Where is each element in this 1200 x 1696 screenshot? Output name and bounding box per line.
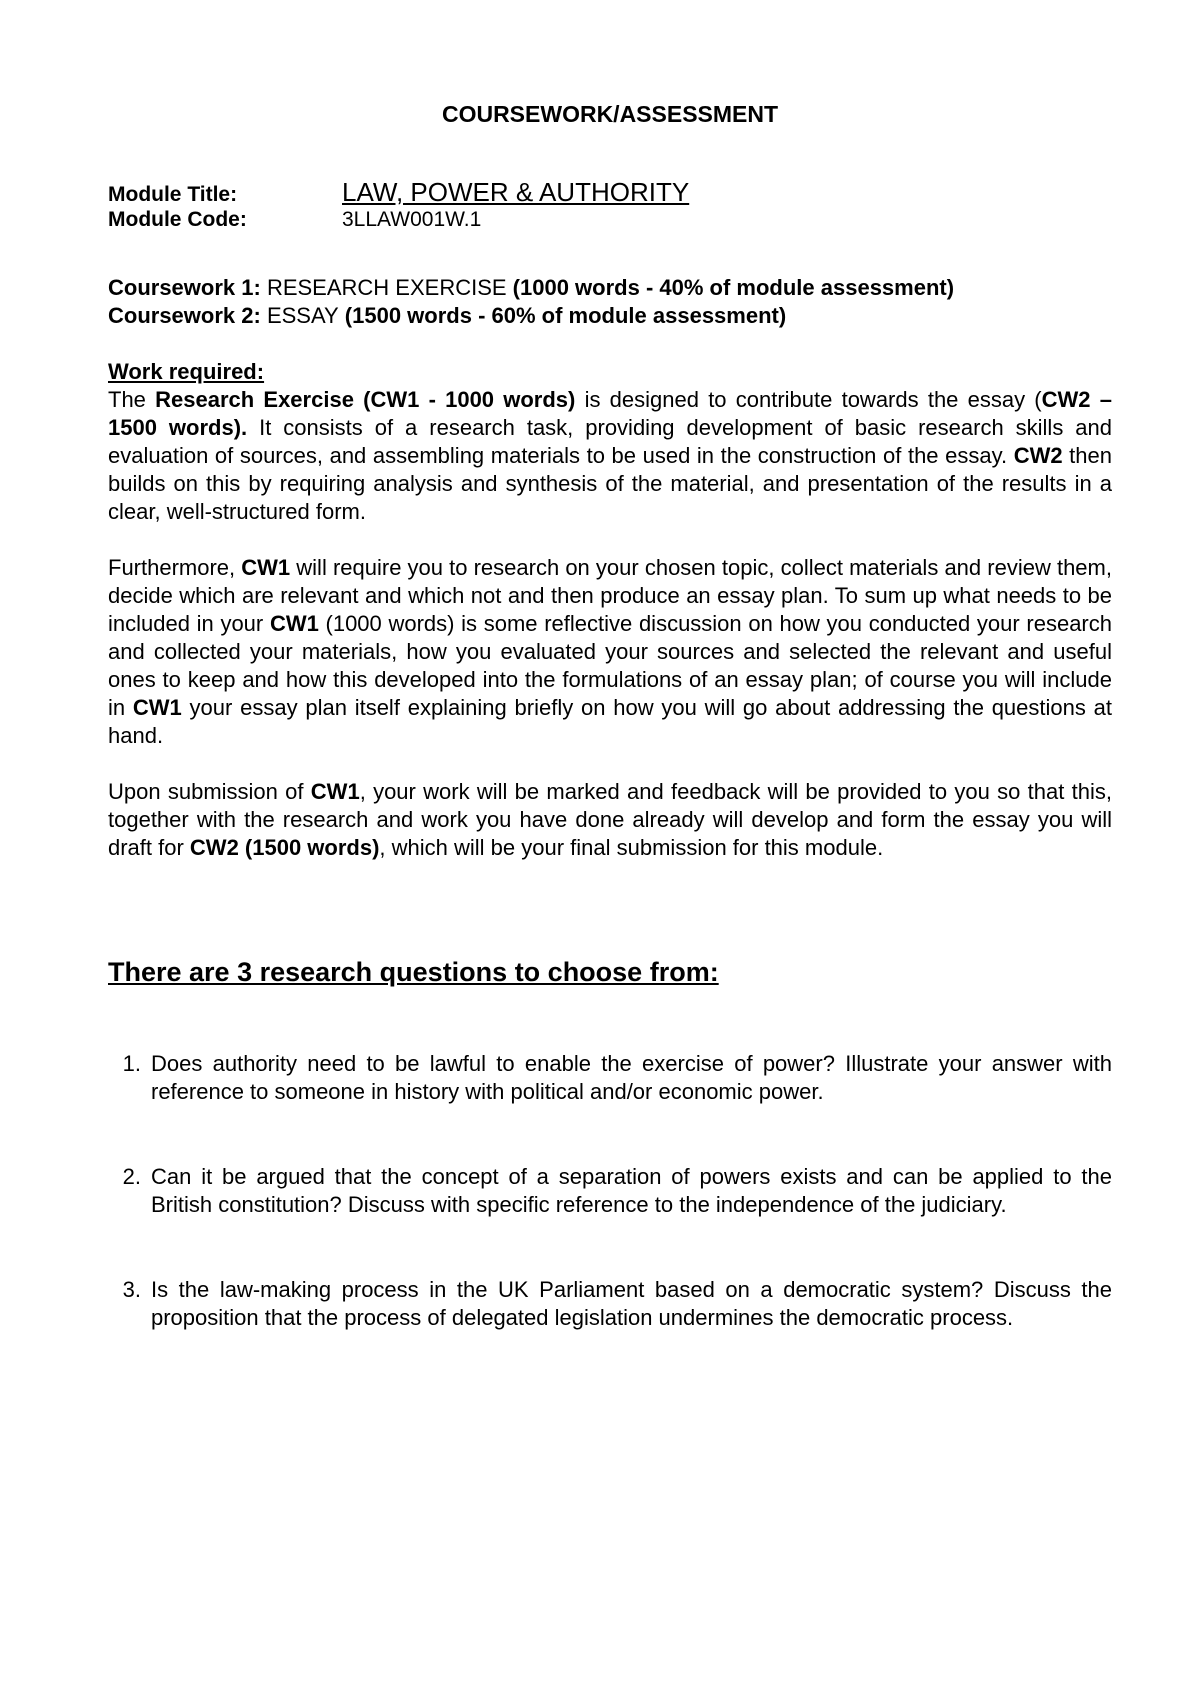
bold-run: CW1 <box>310 779 360 804</box>
coursework-2-name: ESSAY <box>266 303 339 328</box>
text-run: then builds on this by requiring analysis and synthesis of the material, and presentation of the results in a clear, well-structured form. <box>108 443 1112 524</box>
bold-run: CW2 (1500 words) <box>189 835 380 860</box>
question-item <box>108 1163 1112 1219</box>
question-text: Does authority need to be lawful to enable the exercise of power? Illustrate your answer with reference to someone in history with political and/or economic power. <box>151 1051 1112 1104</box>
text-run: Upon submission of <box>108 779 311 804</box>
text-run: Furthermore, <box>108 555 242 580</box>
questions-heading: There are 3 research questions to choose from: <box>108 957 719 987</box>
question-text: Can it be argued that the concept of a separation of powers exists and can be applied to the British constitution? Discuss with specific reference to the independence of the judiciary. <box>151 1164 1112 1217</box>
module-code-label: Module Code: <box>108 208 247 231</box>
coursework-2-label: Coursework 2: <box>108 303 267 328</box>
module-code-value: 3LLAW001W.1 <box>342 208 482 231</box>
module-code-row <box>108 206 1112 234</box>
module-title-label: Module Title: <box>108 183 238 206</box>
bold-run: CW2 <box>1013 443 1063 468</box>
bold-run: CW2 – 1500 words). <box>108 387 1112 440</box>
question-number: 2. <box>122 1164 141 1189</box>
module-title-row <box>108 178 1112 206</box>
coursework-1-line <box>108 274 1112 302</box>
coursework-1-name: RESEARCH EXERCISE <box>266 275 507 300</box>
bold-run: CW1 <box>269 611 319 636</box>
document-heading: COURSEWORK/ASSESSMENT <box>441 101 779 127</box>
questions-list <box>108 1050 1112 1332</box>
coursework-2-detail: (1500 words - 60% of module assessment) <box>338 303 787 328</box>
question-number: 1. <box>122 1051 141 1076</box>
text-run: , your work will be marked and feedback will be provided to you so that this, together with the research and work you have done already will develop and form the essay you will draft for <box>108 779 1112 860</box>
document-page <box>108 100 1112 1332</box>
work-required-label: Work required: <box>108 359 265 384</box>
question-item <box>108 1276 1112 1332</box>
work-required-paragraph-3 <box>108 778 1112 862</box>
text-run: The <box>108 387 156 412</box>
coursework-1-label: Coursework 1: <box>108 275 267 300</box>
coursework-1-detail: (1000 words - 40% of module assessment) <box>506 275 955 300</box>
text-run: , which will be your final submission for this module. <box>379 835 884 860</box>
bold-run: CW1 <box>241 555 291 580</box>
question-text: Is the law-making process in the UK Parliament based on a democratic system? Discuss the proposition that the process of delegated legislation undermines the democratic process. <box>151 1277 1112 1330</box>
question-number: 3. <box>122 1277 141 1302</box>
module-title-value: LAW, POWER & AUTHORITY <box>342 177 690 207</box>
bold-run: CW1 <box>132 695 182 720</box>
question-item <box>108 1050 1112 1106</box>
text-run: your essay plan itself explaining briefly on how you will go about addressing the questions at hand. <box>108 695 1112 748</box>
coursework-2-line <box>108 302 1112 330</box>
work-required-paragraph-1 <box>108 386 1112 526</box>
work-required-paragraph-2 <box>108 554 1112 750</box>
text-run: will require you to research on your chosen topic, collect materials and review them, decide which are relevant and which not and then produce an essay plan. To sum up what needs to be included in your <box>108 555 1112 636</box>
text-run: It consists of a research task, providing development of basic research skills and evaluation of sources, and assembling materials to be used in the construction of the essay. <box>108 415 1112 468</box>
text-run: (1000 words) is some reflective discussion on how you conducted your research and collected your materials, how you evaluated your sources and selected the relevant and useful ones to keep and how this developed into the formulations of an essay plan; of course you will include in <box>108 611 1112 720</box>
coursework-list <box>108 274 1112 330</box>
text-run: is designed to contribute towards the essay ( <box>575 387 1042 412</box>
bold-run: Research Exercise (CW1 - 1000 words) <box>155 387 576 412</box>
